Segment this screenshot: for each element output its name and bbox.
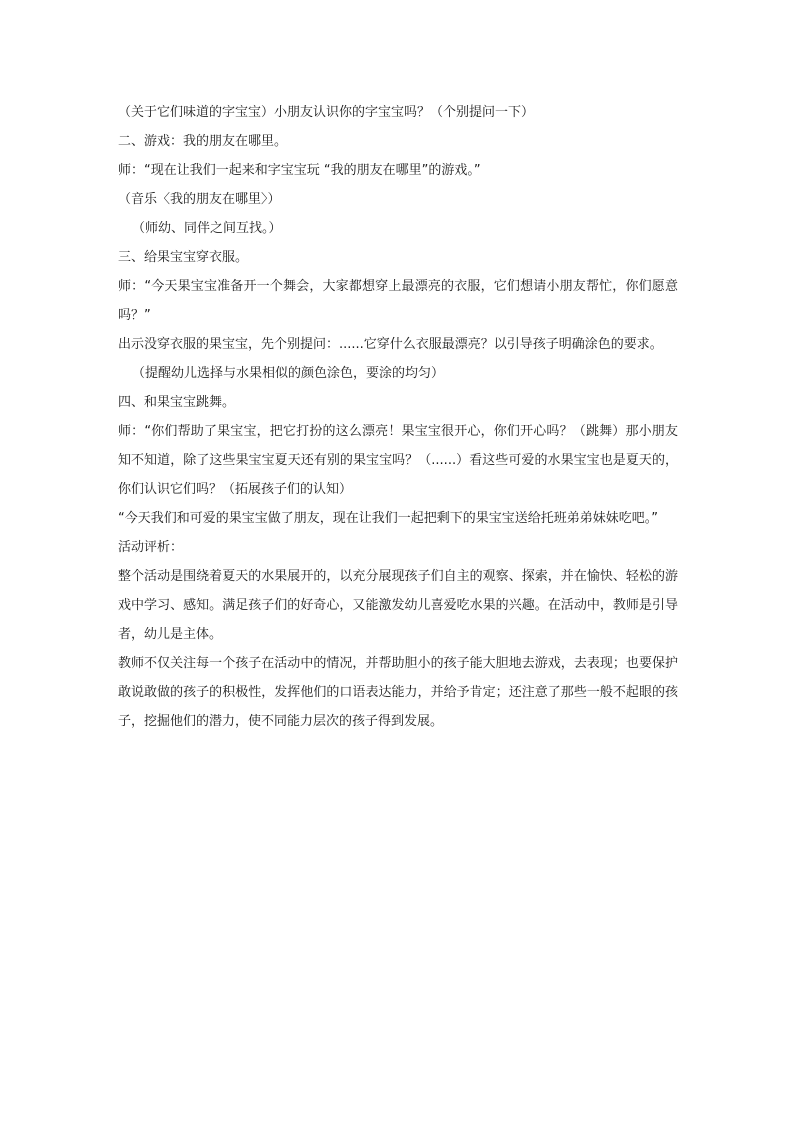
paragraph-find-each-other: （师幼、同伴之间互找。） — [132, 221, 282, 236]
paragraph-teacher-game-intro: 师：“现在让我们一起来和字宝宝玩 “我的朋友在哪里”的游戏。” — [118, 163, 481, 178]
paragraph-coloring-reminder: （提醒幼儿选择与水果相似的颜色涂色，要涂的均匀） — [132, 366, 445, 381]
section-heading-dress-fruit: 三、给果宝宝穿衣服。 — [118, 250, 249, 265]
paragraph-teacher-dance-party: 师：“今天果宝宝准备开一个舞会，大家都想穿上最漂亮的衣服，它们想请小朋友帮忙，你们愿意吗？” — [118, 279, 678, 323]
paragraph-intro-question: （关于它们味道的字宝宝）小朋友认识你的字宝宝吗？（个别提问一下） — [118, 105, 535, 120]
paragraph-friends-closing: “今天我们和可爱的果宝宝做了朋友，现在让我们一起把剩下的果宝宝送给托班弟弟妹妹吃吧。” — [118, 511, 658, 526]
paragraph-show-fruit: 出示没穿衣服的果宝宝，先个别提问：......它穿什么衣服最漂亮？以引导孩子明确涂色的要求。 — [118, 337, 663, 352]
paragraph-teacher-dance: 师：“你们帮助了果宝宝，把它打扮的这么漂亮！果宝宝很开心，你们开心吗？（跳舞）那小朋友知不知道，除了这些果宝宝夏天还有别的果宝宝吗？（......）看这些可爱的水果宝宝也是夏天的，你们认识它们吗？（拓展孩子们的认知） — [118, 424, 678, 497]
paragraph-evaluation-summary: 整个活动是围绕着夏天的水果展开的，以充分展现孩子们自主的观察、探索，并在愉快、轻松的游戏中学习、感知。满足孩子们的好奇心，又能激发幼儿喜爱吃水果的兴趣。在活动中，教师是引导者，幼儿是主体。 — [118, 569, 678, 642]
document-body — [118, 98, 678, 736]
section-heading-evaluation: 活动评析： — [118, 540, 184, 555]
section-heading-dance: 四、和果宝宝跳舞。 — [118, 395, 236, 410]
section-heading-game: 二、游戏：我的朋友在哪里。 — [118, 134, 288, 149]
paragraph-music-note: （音乐〈我的朋友在哪里〉） — [118, 192, 281, 207]
paragraph-evaluation-teacher: 教师不仅关注每一个孩子在活动中的情况，并帮助胆小的孩子能大胆地去游戏，去表现；也要保护敢说敢做的孩子的积极性，发挥他们的口语表达能力，并给予肯定；还注意了那些一般不起眼的孩子，挖掘他们的潜力，使不同能力层次的孩子得到发展。 — [118, 656, 678, 729]
